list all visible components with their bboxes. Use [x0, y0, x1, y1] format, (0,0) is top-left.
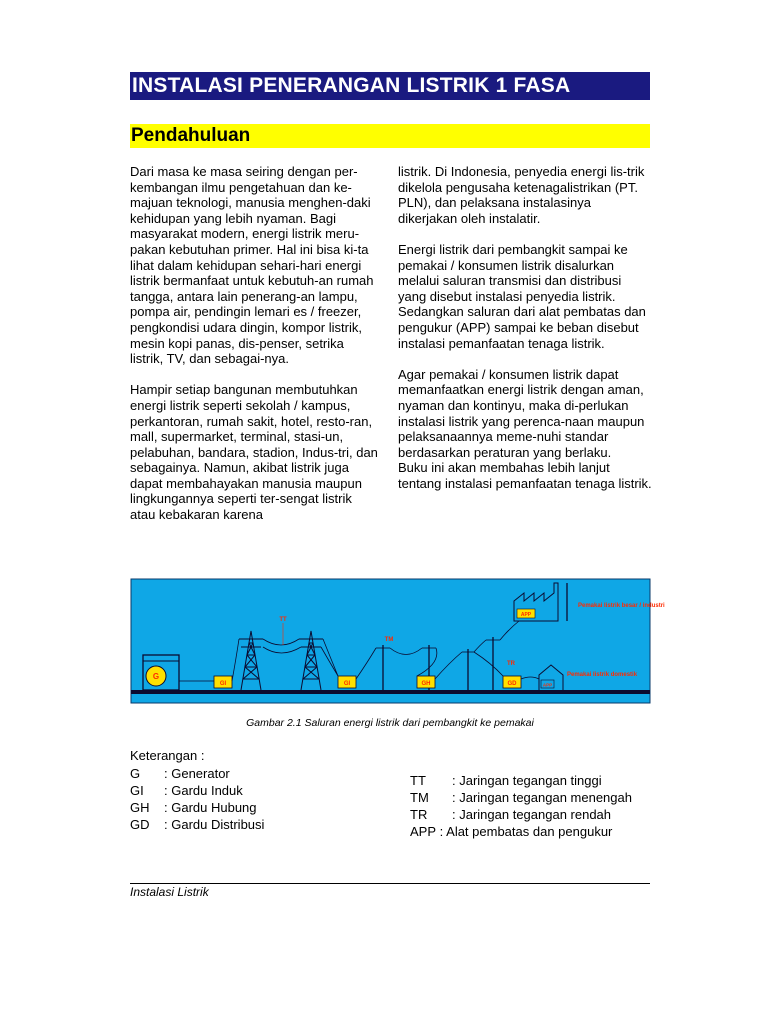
legend-heading: Keterangan :: [130, 748, 205, 763]
app-label: APP: [542, 682, 553, 688]
gardu-induk-label: GI: [219, 681, 227, 687]
legend-desc: : Jaringan tegangan tinggi: [452, 773, 602, 788]
legend-item: [410, 772, 632, 789]
paragraph: Dari masa ke masa seiring dengan per-kembangan ilmu pengetahuan dan ke-majuan teknologi, manusia menghen-daki kehidupan yang lebih nyaman. Bagi masyarakat modern, energi listrik meru-pakan kebutuhan primer. Hal ini bisa ki-ta lihat dalam kehidupan sehari-hari energi listrik bermanfaat untuk kebutuh-an rumah tangga, antara lain penerang-an lampu, pompa air, pendingin lemari es / freezer, pengkondisi udara dingin, kompor listrik, mesin kopi panas, dis-penser, setrika listrik, TV, dan sebagai-nya.: [130, 164, 374, 367]
legend-abbr: GH: [130, 800, 150, 815]
legend-item: [130, 782, 264, 799]
legend-desc: : Gardu Induk: [164, 783, 243, 798]
page-title: INSTALASI PENERANGAN LISTRIK 1 FASA: [130, 72, 650, 100]
legend-abbr: APP: [410, 824, 437, 839]
legend-desc: : Jaringan tegangan rendah: [452, 807, 612, 822]
legend-abbr: GI: [130, 783, 144, 798]
gardu-distribusi-label: GD: [507, 681, 517, 687]
section-heading: Pendahuluan: [130, 124, 650, 148]
legend-item: [410, 789, 632, 806]
legend-item: [130, 816, 264, 833]
legend-desc: : Alat pembatas dan pengukur: [439, 824, 613, 839]
legend-item: [410, 823, 632, 840]
legend-desc: : Gardu Distribusi: [164, 817, 265, 832]
left-column: [130, 164, 380, 538]
footer-rule: [130, 883, 650, 884]
legend-abbr: TR: [410, 807, 428, 822]
paragraph: Energi listrik dari pembangkit sampai ke pemakai / konsumen listrik disalurkan melalui saluran transmisi dan distribusi yang disebut instalasi penyedia listrik. Sedangkan saluran dari alat pembatas dan pengukur (APP) sampai ke beban disebut instalasi pemanfaatan tenaga listrik.: [398, 241, 646, 351]
legend-desc: : Jaringan tegangan menengah: [452, 790, 632, 805]
ground-line: [131, 690, 650, 694]
legend-right: [410, 772, 632, 840]
right-column: [398, 164, 652, 507]
legend-abbr: TM: [410, 790, 429, 805]
legend-desc: : Gardu Hubung: [164, 800, 257, 815]
domestic-user-label: [567, 672, 638, 678]
paragraph: listrik. Di Indonesia, penyedia energi lis-trik dikelola pengusaha ketenagalistrikan (PT. PLN), dan pelaksana instalasinya dikerjakan oleh instalatir.: [398, 164, 645, 226]
domestic-user-label-text: Pemakai listrik domestik: [567, 672, 638, 678]
legend-desc: : Generator: [164, 766, 230, 781]
power-distribution-diagram: [131, 579, 665, 703]
legend-item: [410, 806, 632, 823]
gardu-hubung-label: GH: [421, 681, 431, 687]
paragraph: Hampir setiap bangunan membutuhkan energi listrik seperti sekolah / kampus, perkantoran, rumah sakit, hotel, resto-ran, mall, supermarket, terminal, stasi-un, pelabuhan, bandara, stadion, Indus-tri, dan sebagainya. Namun, akibat listrik juga dapat membahayakan manusia maupun lingkungannya seperti ter-sengat listrik atau kebakaran karena: [130, 382, 378, 523]
paragraph: Agar pemakai / konsumen listrik dapat memanfaatkan energi listrik dengan aman, nyaman dan kontinyu, maka di-perlukan instalasi listrik yang perenca-naan maupun pelaksanaannya meme-nuhi standar berdasarkan peraturan yang berlaku.: [398, 366, 645, 460]
footer-text: Instalasi Listrik: [130, 885, 209, 899]
figure-caption: Gambar 2.1 Saluran energi listrik dari pembangkit ke pemakai: [246, 717, 534, 729]
legend-item: [130, 799, 264, 816]
tm-label: TM: [384, 637, 394, 643]
legend-item: [130, 765, 264, 782]
generator-label: G: [152, 672, 160, 681]
industry-user-label-text: Pemakai listrik besar / industri: [578, 603, 665, 609]
paragraph: Buku ini akan membahas lebih lanjut tentang instalasi pemanfaatan tenaga listrik.: [398, 460, 652, 491]
industry-user-label: [578, 603, 665, 609]
tr-label: TR: [507, 661, 515, 667]
legend-left: [130, 765, 264, 833]
app-label: APP: [520, 612, 532, 618]
gardu-induk-label: GI: [343, 681, 351, 687]
tt-label: TT: [279, 617, 287, 623]
legend-abbr: TT: [410, 773, 426, 788]
legend-abbr: G: [130, 766, 141, 781]
legend-abbr: GD: [130, 817, 150, 832]
